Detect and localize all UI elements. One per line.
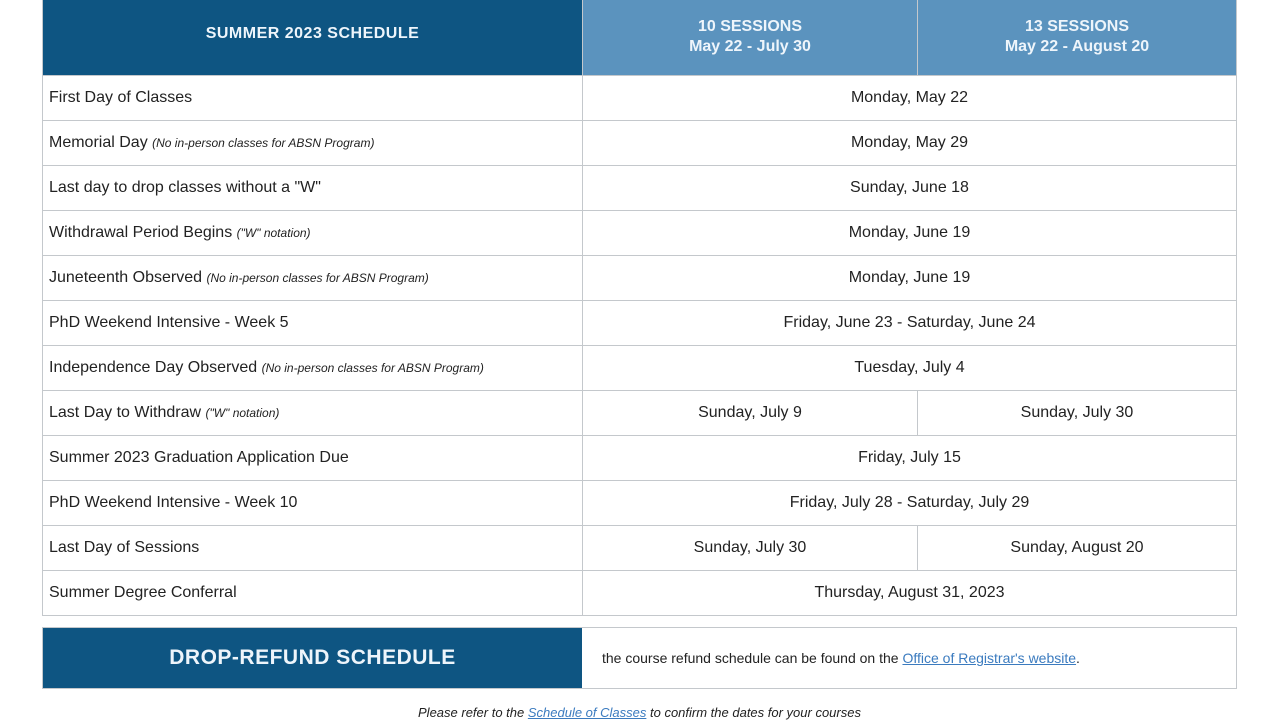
- event-name: Summer Degree Conferral: [49, 584, 237, 601]
- drop-refund-title: DROP-REFUND SCHEDULE: [43, 628, 582, 688]
- event-name: First Day of Classes: [49, 89, 193, 106]
- registrar-website-link[interactable]: Office of Registrar's website: [902, 650, 1077, 666]
- event-note: (No in-person classes for ABSN Program): [152, 136, 375, 150]
- event-note: (No in-person classes for ABSN Program): [261, 361, 484, 375]
- event-note: (No in-person classes for ABSN Program): [206, 271, 429, 285]
- session-range: May 22 - July 30: [689, 38, 811, 55]
- event-label: [43, 436, 583, 481]
- event-name: Last day to drop classes without a "W": [49, 179, 321, 196]
- event-date: Friday, July 28 - Saturday, July 29: [583, 481, 1237, 526]
- event-note: ("W" notation): [236, 226, 311, 240]
- refund-period: .: [1076, 650, 1080, 666]
- event-name: Withdrawal Period Begins: [49, 224, 233, 241]
- event-date-10: Sunday, July 9: [583, 391, 918, 436]
- event-name: Independence Day Observed: [49, 359, 258, 376]
- schedule-of-classes-link[interactable]: Schedule of Classes: [527, 705, 647, 720]
- table-row: [43, 76, 1237, 121]
- event-date: Friday, June 23 - Saturday, June 24: [583, 301, 1237, 346]
- session-name: 13 SESSIONS: [1024, 18, 1130, 35]
- footer-text: to confirm the dates for your courses: [646, 705, 861, 720]
- table-row: [43, 391, 1237, 436]
- footer-note: [0, 705, 1279, 720]
- event-label: [43, 76, 583, 121]
- event-date-13: Sunday, August 20: [918, 526, 1237, 571]
- session-range: May 22 - August 20: [1004, 38, 1150, 55]
- table-row: [43, 346, 1237, 391]
- table-row: [43, 121, 1237, 166]
- event-date: Monday, June 19: [583, 256, 1237, 301]
- table-row: [43, 436, 1237, 481]
- session-10-header: [583, 0, 918, 76]
- event-date: Thursday, August 31, 2023: [583, 571, 1237, 616]
- event-note: ("W" notation): [205, 406, 280, 420]
- event-label: [43, 526, 583, 571]
- schedule-table: [42, 0, 1237, 616]
- event-name: PhD Weekend Intensive - Week 10: [49, 494, 298, 511]
- footer-text: Please refer to the: [418, 705, 528, 720]
- event-name: Memorial Day: [49, 134, 148, 151]
- table-row: [43, 571, 1237, 616]
- event-name: Last Day of Sessions: [49, 539, 200, 556]
- event-label: [43, 571, 583, 616]
- session-13-header: [918, 0, 1237, 76]
- event-label: [43, 256, 583, 301]
- event-label: [43, 481, 583, 526]
- event-date-10: Sunday, July 30: [583, 526, 918, 571]
- event-label: [43, 211, 583, 256]
- event-name: Juneteenth Observed: [49, 269, 202, 286]
- table-row: [43, 166, 1237, 211]
- drop-refund-text: [582, 628, 1236, 688]
- event-date: Friday, July 15: [583, 436, 1237, 481]
- event-name: Last Day to Withdraw: [49, 404, 202, 421]
- event-label: [43, 121, 583, 166]
- event-date: Sunday, June 18: [583, 166, 1237, 211]
- drop-refund-section: [42, 627, 1237, 689]
- refund-description: the course refund schedule can be found on the: [602, 650, 903, 666]
- event-date: Monday, May 22: [583, 76, 1237, 121]
- event-date: Tuesday, July 4: [583, 346, 1237, 391]
- table-row: [43, 211, 1237, 256]
- event-date: Monday, May 29: [583, 121, 1237, 166]
- event-date-13: Sunday, July 30: [918, 391, 1237, 436]
- event-label: [43, 346, 583, 391]
- table-row: [43, 481, 1237, 526]
- event-name: PhD Weekend Intensive - Week 5: [49, 314, 289, 331]
- session-name: 10 SESSIONS: [697, 18, 803, 35]
- table-row: [43, 526, 1237, 571]
- table-row: [43, 256, 1237, 301]
- schedule-title: SUMMER 2023 SCHEDULE: [43, 0, 583, 76]
- event-label: [43, 391, 583, 436]
- table-header: [43, 0, 1237, 76]
- event-label: [43, 166, 583, 211]
- event-name: Summer 2023 Graduation Application Due: [49, 449, 349, 466]
- table-row: [43, 301, 1237, 346]
- event-label: [43, 301, 583, 346]
- event-date: Monday, June 19: [583, 211, 1237, 256]
